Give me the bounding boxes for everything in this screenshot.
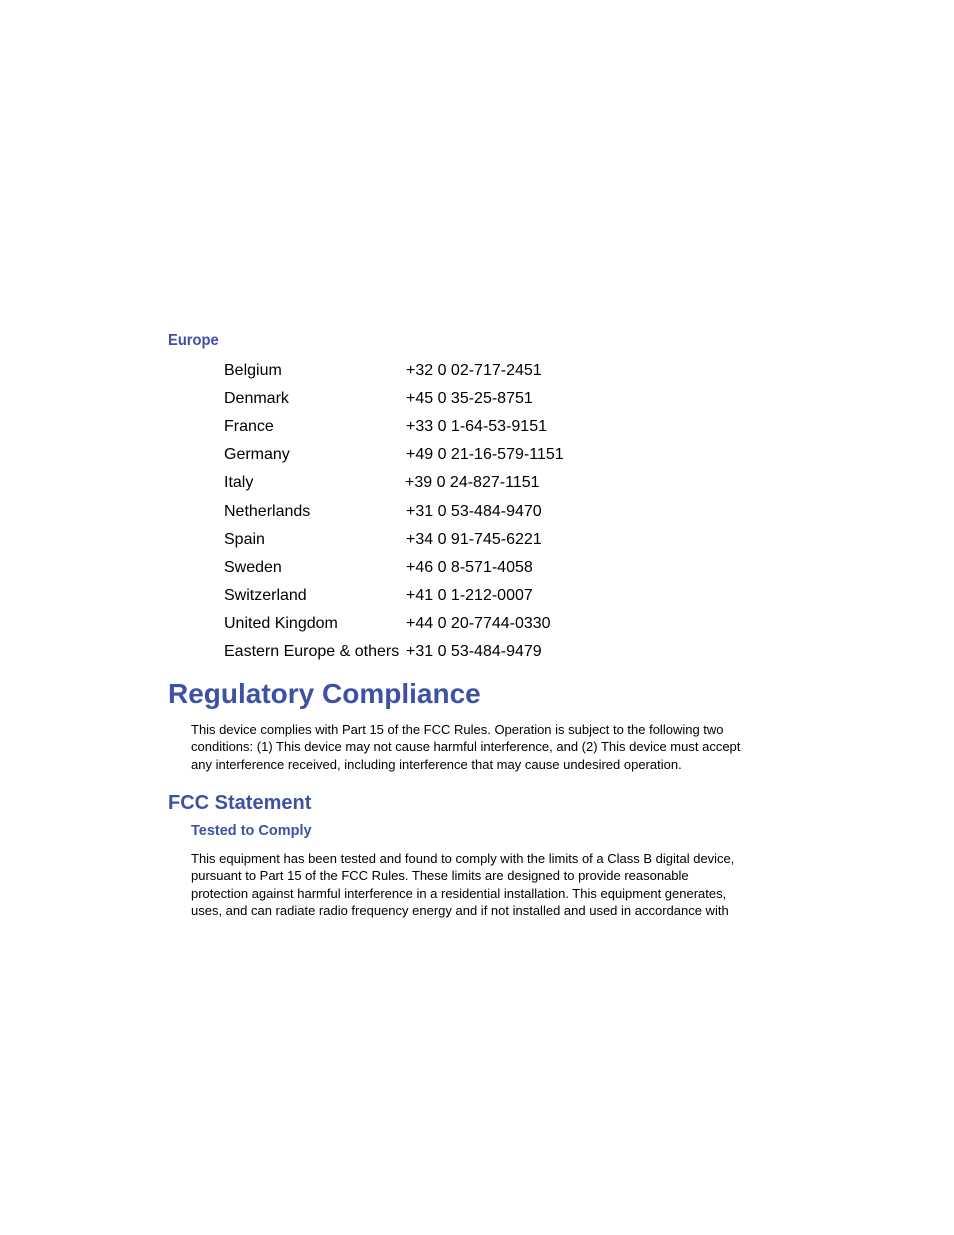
- phone-number: +34 0 91-745-6221: [406, 530, 542, 548]
- country-name: Netherlands: [224, 502, 311, 520]
- europe-contact-list: [224, 357, 564, 666]
- country-name: Germany: [224, 446, 290, 464]
- fcc-statement-heading: FCC Statement: [168, 792, 312, 814]
- paragraph-line: uses, and can radiate radio frequency energy and if not installed and used in accordance with: [191, 902, 729, 918]
- phone-number: +39 0 24-827-1151: [405, 474, 540, 492]
- contact-row: [224, 610, 564, 638]
- phone-number: +41 0 1-212-0007: [406, 586, 533, 604]
- country-name: Sweden: [224, 558, 282, 576]
- country-name: Denmark: [224, 390, 289, 408]
- phone-number: +45 0 35-25-8751: [406, 390, 533, 408]
- country-name: Italy: [224, 474, 254, 492]
- paragraph-line: pursuant to Part 15 of the FCC Rules. These limits are designed to provide reasonable: [191, 868, 689, 884]
- regulatory-paragraph: [191, 721, 791, 773]
- country-name: France: [224, 418, 274, 436]
- paragraph-line: conditions: (1) This device may not cause harmful interference, and (2) This device must accept: [191, 739, 741, 755]
- tested-to-comply-heading: Tested to Comply: [191, 823, 312, 839]
- phone-number: +49 0 21-16-579-1151: [406, 446, 564, 464]
- europe-heading: Europe: [168, 332, 219, 349]
- country-name: Eastern Europe & others: [224, 642, 400, 660]
- phone-number: +33 0 1-64-53-9151: [406, 418, 547, 436]
- phone-number: +46 0 8-571-4058: [406, 558, 533, 576]
- paragraph-line: This device complies with Part 15 of the FCC Rules. Operation is subject to the following two: [191, 722, 724, 737]
- contact-row: [224, 413, 564, 441]
- phone-number: +32 0 02-717-2451: [406, 362, 542, 380]
- contact-row: [224, 385, 564, 413]
- country-name: Spain: [224, 530, 265, 548]
- country-name: Switzerland: [224, 586, 307, 604]
- paragraph-line: This equipment has been tested and found to comply with the limits of a Class B digital device,: [191, 851, 735, 866]
- contact-row: [224, 526, 564, 554]
- country-name: Belgium: [224, 362, 282, 380]
- paragraph-line: any interference received, including interference that may cause undesired operation.: [191, 756, 682, 772]
- phone-number: +31 0 53-484-9470: [406, 502, 542, 520]
- contact-row: [224, 582, 564, 610]
- fcc-paragraph: [191, 850, 791, 919]
- contact-row: [224, 638, 564, 666]
- regulatory-compliance-heading: Regulatory Compliance: [168, 678, 481, 709]
- contact-row: [224, 554, 564, 582]
- contact-row: [224, 357, 564, 385]
- phone-number: +31 0 53-484-9479: [406, 642, 542, 660]
- contact-row: [224, 441, 564, 469]
- contact-row: [224, 497, 564, 525]
- contact-row: [224, 469, 564, 497]
- paragraph-line: protection against harmful interference in a residential installation. This equipment generates,: [191, 885, 727, 901]
- phone-number: +44 0 20-7744-0330: [406, 614, 551, 632]
- country-name: United Kingdom: [224, 614, 338, 632]
